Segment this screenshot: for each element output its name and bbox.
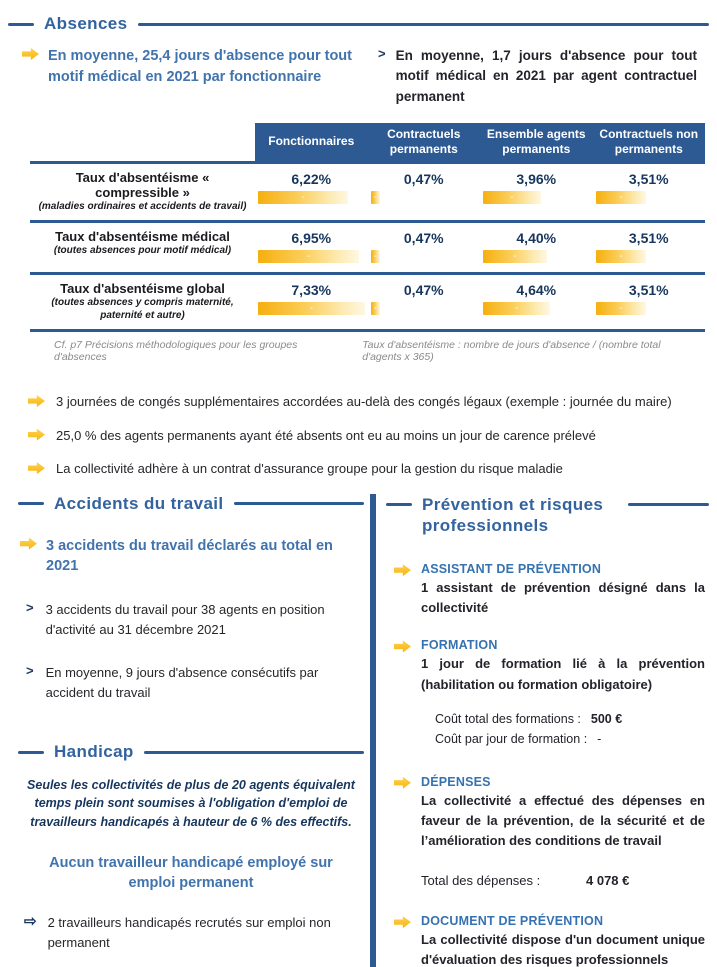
value-bar: -: [483, 302, 550, 315]
header-dash: [18, 502, 44, 505]
prevention-body: La collectivité a effectué des dépenses en faveur de la prévention, de la sécurité et de l’amélioration des conditions de travail: [421, 792, 705, 849]
value-bar: -: [258, 302, 365, 315]
accidents-point-text: 3 accidents du travail pour 38 agents en position d'activité au 31 décembre 2021: [45, 602, 325, 637]
cell-value: 0,47%: [403, 230, 444, 247]
accidents-point-text: En moyenne, 9 jours d'absence consécutifs par accident du travail: [45, 665, 319, 700]
cost-label: Coût total des formations :: [435, 711, 581, 726]
absenteeism-table: [30, 123, 705, 332]
row-sublabel: (toutes absences pour motif médical): [53, 245, 232, 257]
gold-arrow-icon: [394, 916, 411, 928]
gold-arrow-icon: [394, 777, 411, 789]
value-bar: -: [371, 250, 381, 263]
header-rule: [138, 23, 709, 26]
header-rule: [144, 751, 364, 754]
value-bar: -: [258, 191, 348, 204]
prevention-subhead: DÉPENSES: [421, 774, 491, 789]
prevention-subhead: FORMATION: [421, 638, 498, 653]
value-bar: -: [371, 302, 381, 315]
table-footnotes: [54, 339, 699, 363]
left-column: [8, 494, 370, 967]
cell-value: 3,96%: [516, 170, 557, 187]
bullet-text: 3 journées de congés supplémentaires accordées au-delà des congés légaux (exemple : journée du maire): [56, 394, 672, 410]
table-row: [30, 223, 705, 275]
footnote-method: Cf. p7 Précisions méthodologiques pour les groupes d'absences: [54, 339, 298, 364]
accidents-point: [18, 663, 364, 702]
cell-value: 3,51%: [628, 282, 669, 299]
row-sublabel: (maladies ordinaires et accidents de travail): [38, 200, 247, 212]
gold-arrow-icon: [394, 564, 411, 576]
value-bar: -: [596, 250, 647, 263]
list-item: [28, 393, 703, 411]
value-bar: -: [596, 191, 647, 204]
absences-right-text: En moyenne, 1,7 jours d'absence pour tout motif médical en 2021 par agent contractuel permanent: [395, 48, 697, 104]
value-bar: -: [596, 302, 647, 315]
accidents-point: [18, 600, 364, 639]
list-item: [28, 460, 703, 478]
cost-value: 500 €: [590, 711, 623, 726]
table-cell: [480, 227, 593, 267]
value-bar: -: [258, 250, 359, 263]
footnote-formula: Taux d'absentéisme : nombre de jours d'absence / (nombre total d'agents x 365): [362, 339, 661, 364]
row-sublabel: (toutes absences y compris maternité, paternité et autre): [51, 297, 234, 321]
accidents-highlight-text: 3 accidents du travail déclarés au total en 2021: [46, 537, 333, 574]
total-label: Total des dépenses :: [421, 873, 541, 889]
absences-highlight-left: [22, 46, 352, 107]
section-title-accidents: Accidents du travail: [54, 493, 224, 513]
table-cell: [255, 168, 368, 216]
column-header: Fonctionnaires: [255, 123, 368, 161]
bullet-text: La collectivité adhère à un contrat d'assurance groupe pour la gestion du risque maladie: [56, 461, 563, 477]
section-header-absences: [8, 14, 709, 34]
prevention-section-depenses: [386, 775, 709, 888]
row-label: Taux d'absentéisme global: [60, 281, 225, 297]
total-value: 4 078 €: [586, 873, 630, 889]
table-header-row: [30, 123, 705, 164]
handicap-note: Seules les collectivités de plus de 20 agents équivalent temps plein sont soumises à l'obligation d'emploi de travailleurs handicapés à hauteur de 6 % des effectifs.: [27, 778, 355, 829]
bullet-text: 25,0 % des agents permanents ayant été absents ont eu au moins un jour de carence prélevé: [56, 427, 596, 443]
cost-row: [435, 729, 705, 749]
header-dash: [386, 503, 412, 506]
column-header: Ensemble agents permanents: [480, 123, 593, 161]
row-label-cell: [30, 227, 255, 267]
cost-value: -: [597, 731, 602, 746]
table-header-empty: [30, 123, 255, 161]
row-label-cell: [30, 168, 255, 216]
column-header: Contractuels permanents: [368, 123, 481, 161]
cell-value: 4,64%: [516, 282, 557, 299]
gold-arrow-icon: [22, 48, 39, 60]
prevention-section-assistant: [386, 562, 709, 618]
value-bar: -: [371, 191, 381, 204]
cost-row: [435, 709, 705, 729]
table-cell: [255, 279, 368, 324]
row-label-cell: [30, 279, 255, 324]
table-cell: [480, 279, 593, 324]
chevron-marker: >: [26, 600, 34, 616]
prevention-body: La collectivité dispose d'un document unique d'évaluation des risques professionnels: [421, 932, 705, 967]
gold-arrow-icon: [28, 462, 45, 474]
total-expenses-row: [421, 873, 705, 888]
prevention-body: 1 jour de formation lié à la prévention (habilitation ou formation obligatoire): [421, 656, 705, 692]
cell-value: 3,51%: [628, 170, 669, 187]
absences-bullets: [28, 393, 703, 478]
section-header-prevention: [386, 494, 709, 537]
bottom-columns: [8, 494, 709, 967]
table-cell: [368, 168, 481, 216]
cell-value: 6,22%: [291, 170, 332, 187]
cell-value: 0,47%: [403, 170, 444, 187]
prevention-subhead: DOCUMENT DE PRÉVENTION: [421, 914, 604, 929]
gold-arrow-icon: [20, 538, 37, 550]
right-column: [376, 494, 709, 967]
handicap-point: [18, 913, 364, 952]
gold-arrow-icon: [28, 395, 45, 407]
handicap-point-text: 2 travailleurs handicapés recrutés sur emploi non permanent: [47, 915, 331, 950]
section-title-absences: Absences: [44, 14, 128, 33]
table-row: [30, 275, 705, 332]
prevention-section-formation: [386, 638, 709, 748]
row-label: Taux d'absentéisme médical: [55, 229, 230, 245]
absences-highlight-right: [378, 46, 703, 107]
column-header: Contractuels non permanents: [593, 123, 706, 161]
table-cell: [593, 227, 706, 267]
section-title-prevention: Prévention et risques professionnels: [422, 494, 604, 535]
prevention-subhead: ASSISTANT DE PRÉVENTION: [421, 562, 602, 577]
table-cell: [593, 279, 706, 324]
row-label: Taux d'absentéisme « compressible »: [75, 169, 210, 201]
accidents-highlight: [18, 536, 364, 577]
prevention-body: 1 assistant de prévention désigné dans la collectivité: [421, 580, 705, 616]
header-rule: [234, 502, 364, 505]
absences-highlights: [8, 46, 709, 107]
section-header-handicap: [18, 742, 364, 762]
header-dash: [8, 23, 34, 26]
gold-arrow-icon: [394, 640, 411, 652]
table-cell: [368, 279, 481, 324]
table-cell: [368, 227, 481, 267]
value-bar: -: [483, 250, 547, 263]
cost-label: Coût par jour de formation :: [435, 731, 588, 746]
cell-value: 7,33%: [291, 282, 332, 299]
table-cell: [593, 168, 706, 216]
header-dash: [18, 751, 44, 754]
section-title-handicap: Handicap: [54, 742, 134, 762]
value-bar: -: [483, 191, 541, 204]
cell-value: 3,51%: [628, 230, 669, 247]
formation-costs: [435, 709, 705, 749]
header-rule: [628, 503, 709, 506]
table-cell: [480, 168, 593, 216]
cell-value: 6,95%: [291, 230, 332, 247]
section-header-accidents: [18, 494, 364, 514]
cell-value: 4,40%: [516, 230, 557, 247]
gold-arrow-icon: [28, 429, 45, 441]
table-cell: [255, 227, 368, 267]
chevron-marker: >: [26, 663, 34, 679]
cell-value: 0,47%: [403, 282, 444, 299]
handicap-highlight: Aucun travailleur handicapé employé sur emploi permanent: [49, 854, 333, 891]
prevention-section-document: [386, 914, 709, 967]
table-row: [30, 164, 705, 224]
hollow-arrow-marker: ⇨: [24, 913, 37, 931]
list-item: [28, 427, 703, 445]
absences-left-text: En moyenne, 25,4 jours d'absence pour tout motif médical en 2021 par fonctionnaire: [48, 48, 352, 86]
chevron-marker: >: [378, 46, 386, 61]
